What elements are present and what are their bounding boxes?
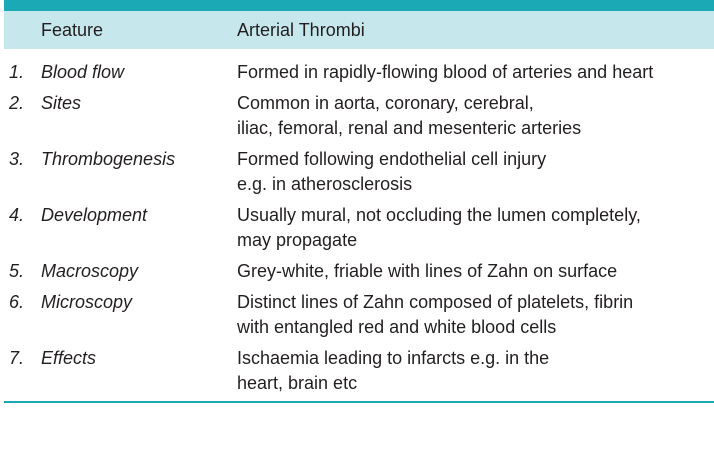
row-feature: Thrombogenesis — [41, 149, 176, 169]
row-description — [237, 203, 707, 253]
row-feature: Effects — [41, 348, 97, 368]
table-bottom-rule — [4, 401, 714, 403]
table-top-band — [4, 0, 714, 11]
description-line: heart, brain etc — [237, 373, 358, 393]
row-description — [237, 91, 707, 141]
description-line: may propagate — [237, 230, 358, 250]
description-line: Formed in rapidly-flowing blood of arteries and heart — [237, 62, 654, 82]
description-line: Usually mural, not occluding the lumen completely, — [237, 205, 641, 225]
description-line: e.g. in atherosclerosis — [237, 174, 413, 194]
row-feature: Development — [41, 205, 148, 225]
row-description — [237, 259, 707, 284]
row-number: 4. — [9, 205, 25, 225]
description-line: with entangled red and white blood cells — [237, 317, 557, 337]
row-feature: Microscopy — [41, 292, 133, 312]
row-description — [237, 147, 707, 197]
row-description — [237, 346, 707, 396]
row-feature: Blood flow — [41, 62, 125, 82]
description-line: Ischaemia leading to infarcts e.g. in the — [237, 348, 550, 368]
description-line: Formed following endothelial cell injury — [237, 149, 547, 169]
row-feature: Sites — [41, 93, 82, 113]
row-number: 6. — [9, 292, 25, 312]
description-line: iliac, femoral, renal and mesenteric arteries — [237, 118, 582, 138]
description-line: Common in aorta, coronary, cerebral, — [237, 93, 534, 113]
table-header-row — [4, 11, 714, 49]
row-description — [237, 290, 707, 340]
column-header-arterial-thrombi: Arterial Thrombi — [237, 20, 365, 40]
column-header-feature: Feature — [41, 20, 104, 40]
row-description — [237, 60, 707, 85]
row-number: 1. — [9, 62, 25, 82]
description-line: Distinct lines of Zahn composed of platelets, fibrin — [237, 292, 634, 312]
row-feature: Macroscopy — [41, 261, 139, 281]
row-number: 7. — [9, 348, 25, 368]
description-line: Grey-white, friable with lines of Zahn on surface — [237, 261, 618, 281]
row-number: 3. — [9, 149, 25, 169]
row-number: 2. — [9, 93, 25, 113]
row-number: 5. — [9, 261, 25, 281]
